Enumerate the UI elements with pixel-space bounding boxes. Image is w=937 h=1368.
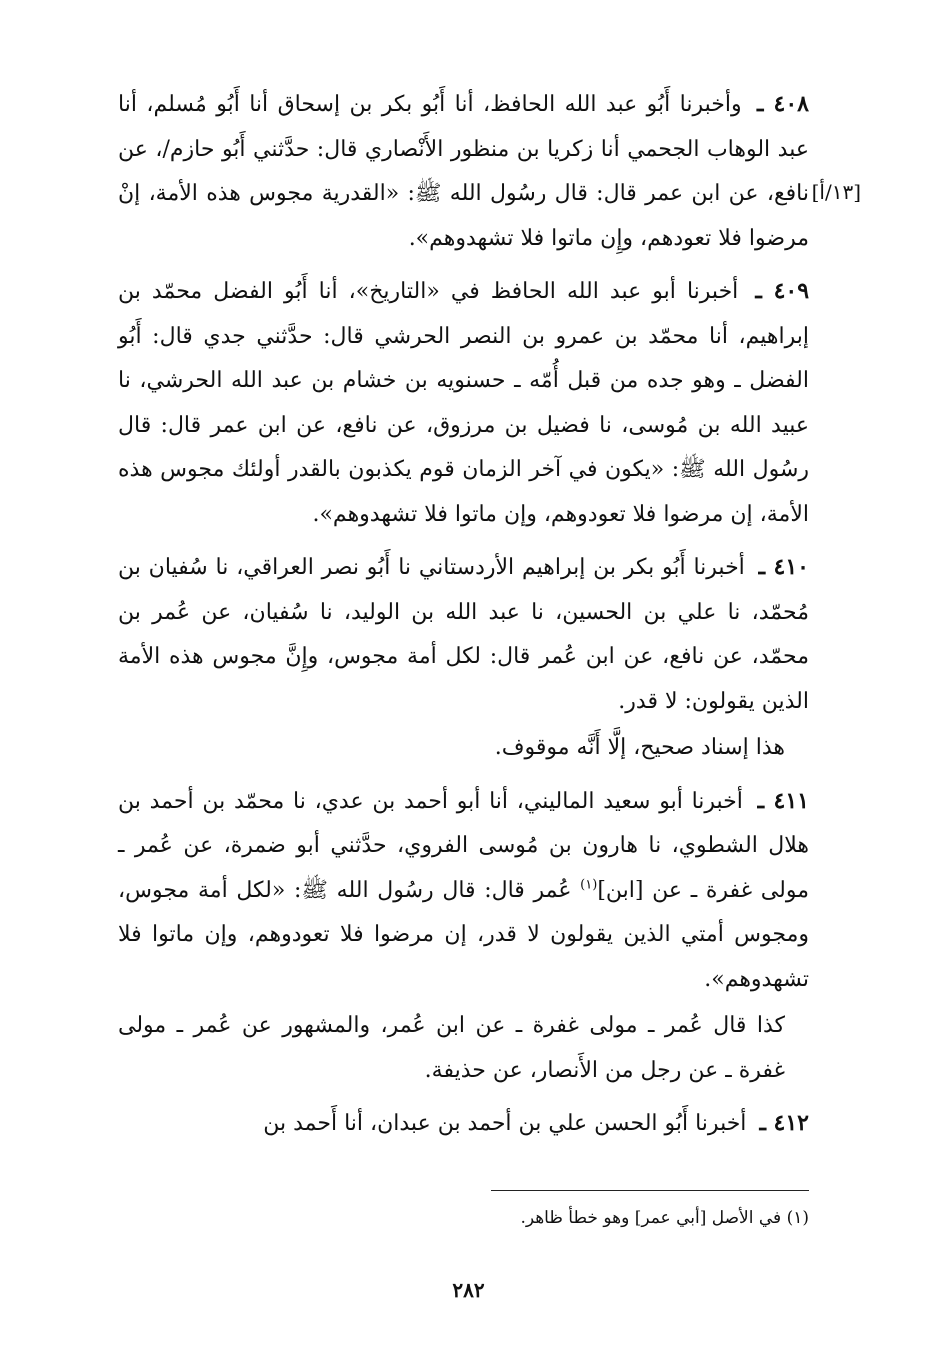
hadith-number: ٤١٠ ـ	[758, 554, 809, 580]
footnote-divider	[491, 1190, 809, 1191]
hadith-number: ٤١١ ـ	[757, 787, 809, 814]
hadith-text: أخبرنا أَبُو الحسن علي بن أحمد بن عبدان، أنا أَحمد بن	[263, 1111, 747, 1136]
manuscript-folio-reference: [١٣/أ]	[811, 180, 861, 204]
hadith-number: ٤٠٩ ـ	[755, 278, 810, 304]
hadith-text: أخبرنا أبو عبد الله الحافظ في «التاريخ»، أنا أَبُو الفضل محمّد بن إبراهيم، أنا محمّد بن عمرو بن النصر الحرشي قال: حدَّثني جدي قال: أَبُو الفضل ـ وهو جده من قبل أُمّه ـ حسنويه بن خشام بن عبد الله الحرشي، نا عبيد الله بن مُوسى، نا فضيل بن مرزوق، عن نافع، عن ابن عمر قال: قال رسُول الله ﷺ: «يكون في آخر الزمان قوم يكذبون بالقدر أولئك مجوس هذه الأمة، إن مرضوا فلا تعودوهم، وإن ماتوا فلا تشهدوهم».	[118, 279, 809, 527]
hadith-paragraph-409	[118, 269, 809, 537]
footnote-marker: (١)	[580, 877, 598, 893]
hadith-number: ٤١٢ ـ	[759, 1110, 809, 1136]
commentary-410: هذا إسناد صحيح، إلَّا أَنَّه موقوف.	[494, 735, 785, 760]
hadith-text: أخبرنا أَبُو بكر بن إبراهيم الأردستاني نا أَبُو نصر العراقي، نا سُفيان بن مُحمّد، نا علي بن الحسين، نا عبد الله بن الوليد، نا سُفيان، عن عُمر بن محمّد، عن نافع، عن ابن عُمر قال: لكل أمة مجوس، وإِنَّ مجوس هذه الأمة الذين يقولون: لا قدر.	[118, 555, 809, 714]
main-text	[118, 82, 809, 1155]
hadith-text-continued: عُمر قال: قال رسُول الله ﷺ: «لكل أمة مجوس، ومجوس أمتي الذين يقولون لا قدر، إن مرضوا فلا تعودوهم، وإن ماتوا فلا تشهدوهم».	[118, 877, 809, 992]
hadith-paragraph-412	[118, 1101, 809, 1147]
hadith-paragraph-411	[118, 779, 809, 1003]
hadith-text: وأخبرنا أَبُو عبد الله الحافظ، أنا أَبُو بكر بن إسحاق أنا أَبُو مُسلم، أنا عبد الوهاب الجحمي أنا زكريا بن منظور الأَنْصاري قال: حدَّثني أَبُو حازم/، عن نافع، عن ابن عمر قال: قال رسُول الله ﷺ: «القدرية مجوس هذه الأمة، إنْ مرضوا فلا تعودهم، وإِن ماتوا فلا تشهدوهم».	[118, 92, 809, 251]
hadith-text: أخبرنا أبو سعيد الماليني، أنا أبو أحمد بن عدي، نا محمّد بن أحمد بن هلال الشطوي، نا هارون بن مُوسى الفروي، حدَّثني أبو ضمرة، عن عُمر ـ مولى غفرة ـ عن [ابن]	[118, 788, 809, 903]
footnote: (١) في الأصل [أبي عمر] وهو خطأ ظاهر.	[520, 1208, 809, 1228]
page-number: ٢٨٢	[452, 1278, 485, 1302]
hadith-number: ٤٠٨ ـ	[757, 91, 809, 117]
commentary-411: كذا قال عُمر ـ مولى غفرة ـ عن ابن عُمر، والمشهور عن عُمر ـ مولى غفرة ـ عن رجل من الأَنصار، عن حذيفة.	[118, 1013, 785, 1083]
hadith-paragraph-408	[118, 82, 809, 261]
hadith-paragraph-410	[118, 545, 809, 724]
